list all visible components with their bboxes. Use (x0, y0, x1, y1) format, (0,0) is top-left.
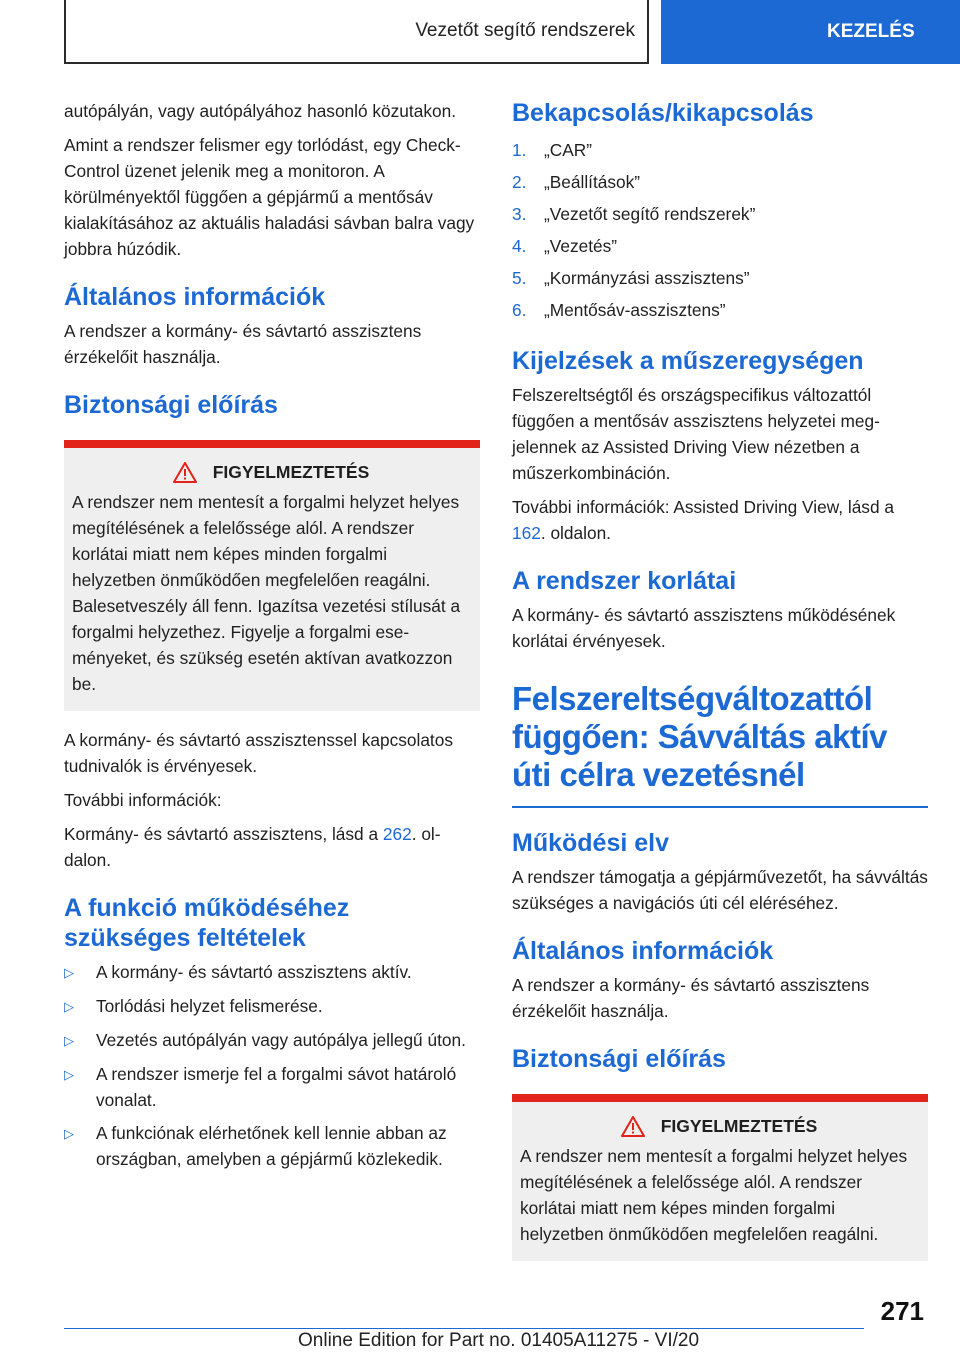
triangle-bullet-icon: ▷ (64, 1067, 74, 1082)
chapter-label: KEZELÉS (827, 21, 915, 42)
list-item: ▷ A kormány- és sávtartó asszisztens aktív. (64, 959, 480, 986)
warning-title-text: FIGYELMEZTETÉS (212, 462, 370, 482)
requirements-heading: A funkció működéséhez szükséges feltételek (64, 894, 350, 952)
footer-rule (64, 1328, 864, 1329)
warning-triangle-icon (173, 462, 197, 483)
warning-text-2: A rendszer nem mentesít a forgalmi helyzet helyes megítélésének a felelőssége alól. A rendszer korlátai miatt nem képes minden forgalmi helyzetben önműködően megfelelően reagálni. (520, 1146, 908, 1244)
triangle-bullet-icon: ▷ (64, 1033, 74, 1048)
limits-heading: A rendszer korlátai (512, 567, 737, 595)
general-info-heading-2: Általános információk (512, 937, 774, 965)
heading-rule (512, 806, 928, 808)
cross-reference (64, 821, 480, 873)
triangle-bullet-icon: ▷ (64, 1126, 74, 1141)
display-text: Felszereltségtől és országspecifikus változattól függően a mentősáv asszisztens helyzetei megjelennek az Assisted Driving View nézetben a műszerkombináción. (512, 385, 880, 483)
warning-title (72, 462, 470, 483)
step-item: 6. „Mentősáv-asszisztens” (512, 300, 726, 320)
triangle-bullet-icon: ▷ (64, 965, 74, 980)
right-column (512, 98, 928, 1277)
chapter-tab[interactable] (661, 0, 960, 64)
note-paragraph-2: További információk: (64, 790, 222, 810)
left-column (64, 98, 480, 1182)
general-info-text-2: A rendszer a kormány- és sávtartó asszisztens érzékelőit használja. (512, 975, 870, 1021)
limits-text: A kormány- és sávtartó asszisztens működésének korlátai érvényesek. (512, 605, 896, 651)
page-number: 271 (880, 1296, 924, 1326)
step-item: 1. „CAR” (512, 140, 592, 160)
warning-text: A rendszer nem mentesít a forgalmi helyzet helyes megítélésének a felelőssége alól. A rendszer korlátai miatt nem képes minden forgalmi helyzetben önműködően megfelelően reagálni. Balesetveszély áll fenn. Igazítsa vezetési stílusát a forgalmi helyzethez. Figyelje a forgalmi eseményeket, és szükség esetén aktívan avatkozzon be. (72, 492, 461, 694)
step-item: 5. „Kormányzási asszisztens” (512, 268, 750, 288)
general-info-text: A rendszer a kormány- és sávtartó asszisztens érzékelőit használja. (64, 321, 422, 367)
warning-title-2 (520, 1116, 918, 1137)
note-paragraph-1: A kormány- és sávtartó asszisztenssel kapcsolatos tudnivalók is érvényesek. (64, 730, 453, 776)
list-item: ▷ Torlódási helyzet felismerése. (64, 993, 480, 1020)
principle-heading: Működési elv (512, 829, 669, 857)
section-title: Vezetőt segítő rendszerek (415, 20, 635, 41)
list-item: ▷ A funkciónak elérhetőnek kell lennie abban az országban, amelyben a gépjármű közlekedik. (64, 1120, 480, 1172)
page-link-162[interactable]: 162 (512, 523, 541, 543)
safety-heading-2: Biztonsági előírás (512, 1045, 726, 1073)
ref-text: Kormány- és sávtartó asszisztens, lásd a (64, 824, 383, 844)
step-item: 2. „Beállítások” (512, 172, 641, 192)
ref-text-after: . oldalon. (64, 824, 441, 870)
steps-list (512, 134, 928, 326)
step-item: 4. „Vezetés” (512, 236, 617, 256)
list-item: ▷ Vezetés autópályán vagy autópálya jellegű úton. (64, 1027, 480, 1054)
principle-text: A rendszer támogatja a gépjárművezetőt, ha sávváltás szükséges a navigációs úti cél eléréséhez. (512, 867, 928, 913)
triangle-bullet-icon: ▷ (64, 999, 74, 1014)
step-item: 3. „Vezetőt segítő rendszerek” (512, 204, 756, 224)
intro-paragraph-2: Amint a rendszer felismer egy torlódást, egy Check-Control üzenet jelenik meg a monitoron. A körülményektől függően a gépjármű a mentősáv kialakításához az aktuális haladási sávban balra vagy jobbra húzódik. (64, 135, 475, 259)
intro-paragraph-1: autópályán, vagy autópályához hasonló közutakon. (64, 101, 456, 121)
display-reference: További információk: Assisted Driving View, lásd a 162. oldalon. (512, 497, 894, 543)
warning-box (64, 440, 480, 711)
general-info-heading: Általános információk (64, 283, 326, 311)
warning-triangle-icon (621, 1116, 645, 1137)
safety-heading: Biztonsági előírás (64, 391, 278, 419)
warning-box-2 (512, 1094, 928, 1261)
list-item: ▷ A rendszer ismerje fel a forgalmi sávot határoló vonalat. (64, 1061, 480, 1113)
big-section-heading: Felszereltségváltozattól függően: Sávváltás aktív úti célra vezetésnél (512, 680, 887, 793)
footer-edition: Online Edition for Part no. 01405A11275 - VI/20 (298, 1330, 700, 1351)
warning-title-text-2: FIGYELMEZTETÉS (660, 1116, 818, 1136)
display-heading: Kijelzések a műszeregységen (512, 347, 864, 375)
onoff-heading: Bekapcsolás/kikapcsolás (512, 99, 814, 127)
header-section-title (64, 0, 649, 64)
requirements-list (64, 959, 480, 1172)
page-link-262[interactable]: 262 (382, 824, 412, 844)
